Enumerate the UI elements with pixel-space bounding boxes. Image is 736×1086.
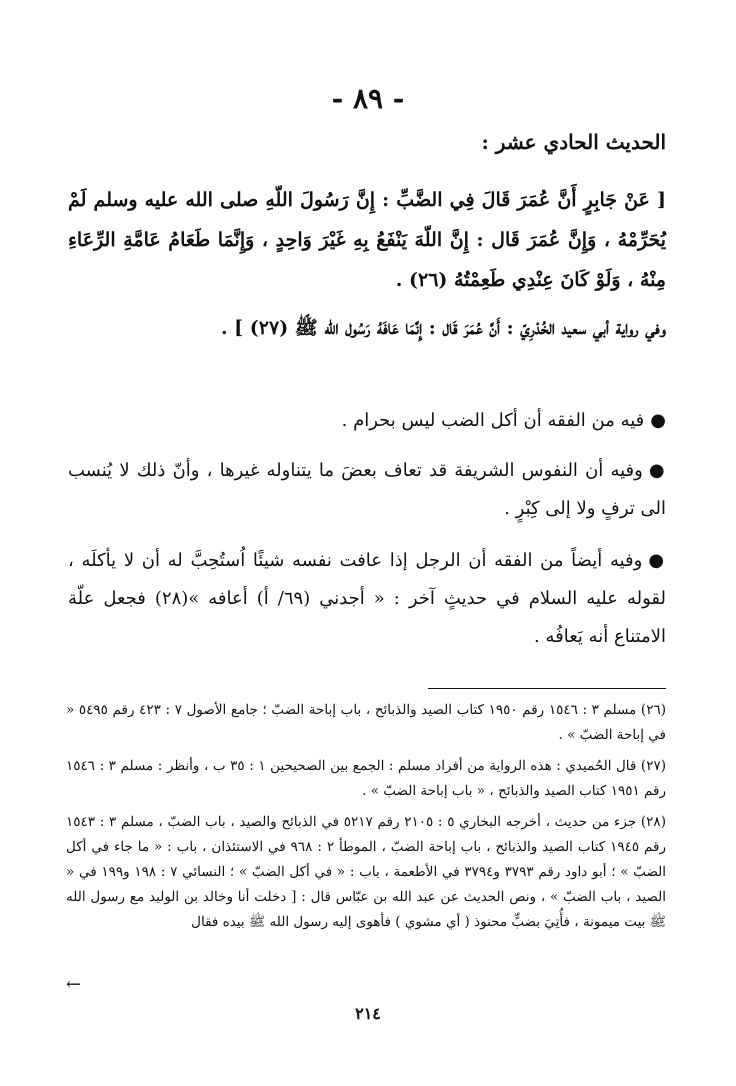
- page-number: - ٨٩ -: [331, 82, 405, 115]
- fiqh-point: [68, 452, 666, 528]
- folio-number: ٢١٤: [355, 1004, 381, 1023]
- footnote-27: (٢٧) قال الحُميدي : هذه الرواية من أفراد مسلم : الجمع بين الصحيحين ١ : ٣٥ ب ، وأنظر : مسلم ٣ : ١٥٤٦ رقم ١٩٥١ كتاب الصيد والذبائح ، « باب إباحة الضبّ » .: [66, 758, 666, 799]
- bullet-mark: ●: [650, 410, 666, 431]
- fiqh-point-text: وفيه أيضاً من الفقه أن الرجل إذا عافت نفسه شيئًا اُستُحِبَّ له أن لا يأكلَه ، لقوله عليه السلام في حديثٍ آخر : « أجدني (٦٩/ أ) أعافه »(٢٨) فجعل علّة الامتناع أنه يَعافُه .: [68, 550, 666, 647]
- hadith-text: [ عَنْ جَابِرٍ أَنَّ عُمَرَ قَالَ فِي الضَّبِّ : إِنَّ رَسُولَ اللّهِ صلى الله عليه وسلم لَمْ يُحَرِّمْهُ ، وَإِنَّ عُمَرَ قَال : إِنَّ اللّهَ يَنْفَعُ بِهِ غَيْرَ وَاحِدٍ ، وَإِنَّمَا طَعَامُ عَامَّةِ الرِّعَاءِ مِنْهُ ، وَلَوْ كَانَ عِنْدِي طَعِمْتُهُ (٢٦) .: [68, 189, 666, 291]
- fiqh-point: [68, 402, 666, 440]
- hadith-title: الحديث الحادي عشر :: [481, 130, 666, 154]
- bullet-mark: ●: [648, 460, 666, 481]
- fiqh-point-text: وفيه أن النفوس الشريفة قد تعاف بعضَ ما يتناوله غيرها ، وأنّ ذلك لا يُنسب الى ترفٍ ولا إلى كِبْرٍ .: [68, 460, 666, 519]
- continuation-arrow-icon: ←: [66, 974, 82, 995]
- hadith-text-alt-narration: وفي رواية أبي سعيد الخُدْرِيّ : أَنَّ عُمَرَ قَال : إِنَّمَا عَافَهُ رَسُول الله ﷺ (٢٧) ] .: [220, 317, 666, 339]
- fiqh-point-text: فيه من الفقه أن أكل الضب ليس بحرام .: [341, 410, 645, 431]
- footnote-28: (٢٨) جزء من حديث ، أخرجه البخاري ٥ : ٢١٠٥ رقم ٥٢١٧ في الذبائح والصيد ، باب الضبّ ، مسلم ٣ : ١٥٤٣ رقم ١٩٤٥ كتاب الصيد والذبائح ، باب إباحة الضبّ ، الموطأ ٢ : ٩٦٨ في الاستئذان ، باب : « ما جاء في أكل الضبّ » ؛ أبو داود رقم ٣٧٩٣ و٣٧٩٤ في الأطعمة ، باب : « في أكل الضبّ » ؛ النسائي ٧ : ١٩٨ و١٩٩ في « الصيد ، باب الضبّ » ، ونص الحديث عن عبد الله بن عبّاس قال : [ دخلت أنا وخالد بن الوليد مع رسول الله ﷺ بيت ميمونة ، فأُتِيَ بضبٍّ محنوذ ( أي مشوي ) فأهوى إليه رسول الله ﷺ بيده فقال: [66, 814, 667, 930]
- footnote-separator: [428, 688, 666, 689]
- bullet-mark: ●: [648, 550, 666, 571]
- fiqh-point: [68, 542, 666, 656]
- footnote-26: (٢٦) مسلم ٣ : ١٥٤٦ رقم ١٩٥٠ كتاب الصيد والذبائح ، باب إباحة الضبّ ؛ جامع الأصول ٧ : ٤٢٣ رقم ٥٤٩٥ « في إباحة الضبّ » .: [66, 702, 666, 743]
